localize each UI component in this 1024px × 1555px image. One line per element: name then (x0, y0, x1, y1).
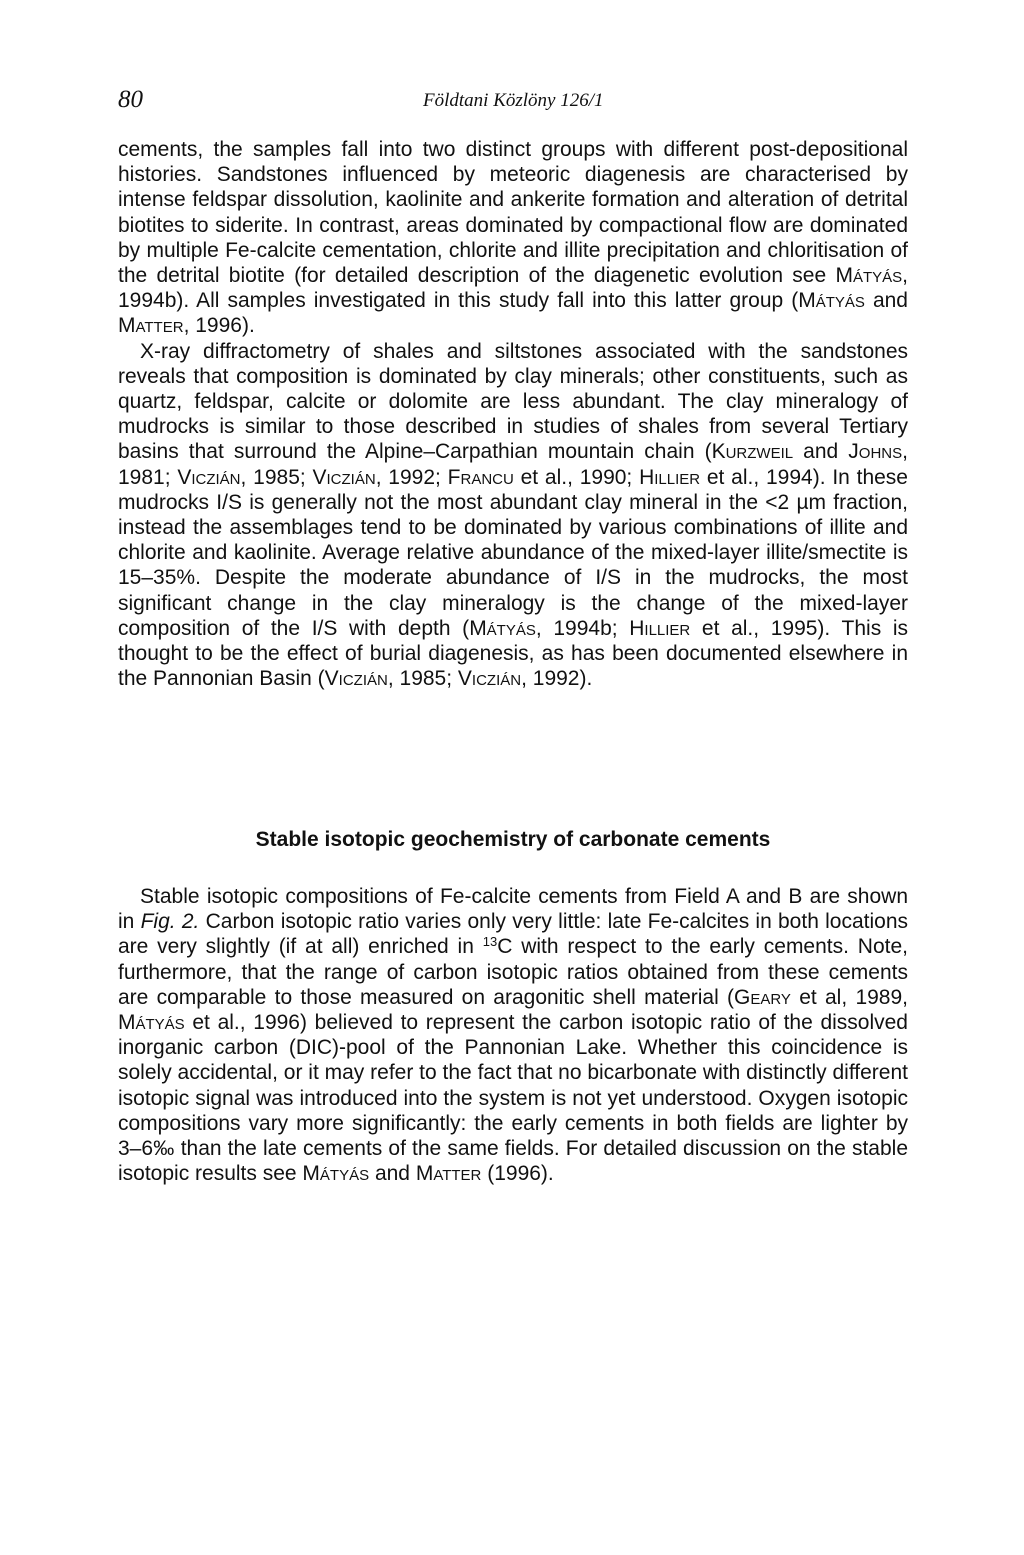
page-header (118, 86, 908, 122)
figure-reference: Fig. 2. (140, 910, 200, 934)
author-name: Mátyás (798, 289, 865, 313)
author-name: Hillier (639, 465, 701, 489)
section-intro-text (118, 137, 908, 691)
author-name: Geary (734, 985, 791, 1009)
paragraph: Stable isotopic compositions of Fe-calcite cements from Field A and B are shown in Fig. 2. Carbon isotopic ratio varies only very little: late Fe-calcites in both locations are very slightly (if at all) enriched in $^{13}$C with respect to the early cements. Note, furthermore, that the range of carbon isotopic ratios obtained from these cements are comparable to those measured on aragonitic shell material (Geary et al, 1989, Mátyás et al., 1996) believed to represent the carbon isotopic ratio of the dissolved inorganic carbon (DIC)-pool of the Pannonian Lake. Whether this coincidence is solely accidental, or it may refer to the fact that no bicarbonate with distinctly different isotopic signal was introduced into the system is not yet understood. Oxygen isotopic compositions vary more significantly: the early cements in both fields are lighter by 3–6‰ than the late cements of the same fields. For detailed discussion on the stable isotopic results see Mátyás and Matter (1996). (118, 885, 908, 1186)
isotope-superscript: 13 (482, 934, 498, 950)
author-name: Mátyás (469, 616, 536, 640)
page-number: 80 (118, 86, 143, 113)
author-name: Francu (447, 465, 514, 489)
author-name: Viczián (457, 667, 522, 691)
author-name: Matter (118, 314, 184, 338)
author-name: Johns (848, 440, 903, 464)
author-name: Mátyás (835, 264, 903, 288)
author-name: Hillier (629, 616, 691, 640)
author-name: Viczián (312, 465, 376, 489)
section-heading: Stable isotopic geochemistry of carbonate cements (255, 828, 771, 851)
author-name: Mátyás (302, 1162, 370, 1186)
author-name: Matter (415, 1162, 482, 1186)
author-name: Viczián (177, 465, 241, 489)
author-name: Kurzweil (711, 440, 794, 464)
author-name: Mátyás (118, 1011, 185, 1035)
journal-title: Földtani Közlöny 126/1 (423, 90, 604, 111)
section-isotopic-text (118, 884, 908, 1186)
paragraph: cements, the samples fall into two distinct groups with different post-depositional histories. Sandstones influenced by meteoric diagenesis are characterised by intense feldspar dissolution, kaolinite and ankerite formation and alteration of detrital biotites to siderite. In contrast, areas dominated by compactional flow are dominated by multiple Fe-calcite cementation, chlorite and illite precipitation and chloritisation of the detrital biotite (for detailed description of the diagenetic evolution see Mátyás, 1994b). All samples investigated in this study fall into this latter group (Mátyás and Matter, 1996). (118, 138, 908, 338)
paragraph: X-ray diffractometry of shales and siltstones associated with the sandstones reveals that composition is dominated by clay minerals; other constituents, such as quartz, feldspar, calcite or dolomite are less abundant. The clay mineralogy of mudrocks is similar to those described in studies of shales from several Tertiary basins that surround the Alpine–Carpathian mountain chain (Kurzweil and Johns, 1981; Viczián, 1985; Viczián, 1992; Francu et al., 1990; Hillier et al., 1994). In these mudrocks I/S is generally not the most abundant clay mineral in the <2 µm fraction, instead the assemblages tend to be dominated by various combinations of illite and chlorite and kaolinite. Average relative abundance of the mixed-layer illite/smectite is 15–35%. Despite the moderate abundance of I/S in the mudrocks, the most significant change in the clay mineralogy is the change of the mixed-layer composition of the I/S with depth (Mátyás, 1994b; Hillier et al., 1995). This is thought to be the effect of burial diagenesis, as has been documented elsewhere in the Pannonian Basin (Viczián, 1985; Viczián, 1992). (118, 339, 909, 691)
author-name: Viczián (324, 667, 388, 691)
